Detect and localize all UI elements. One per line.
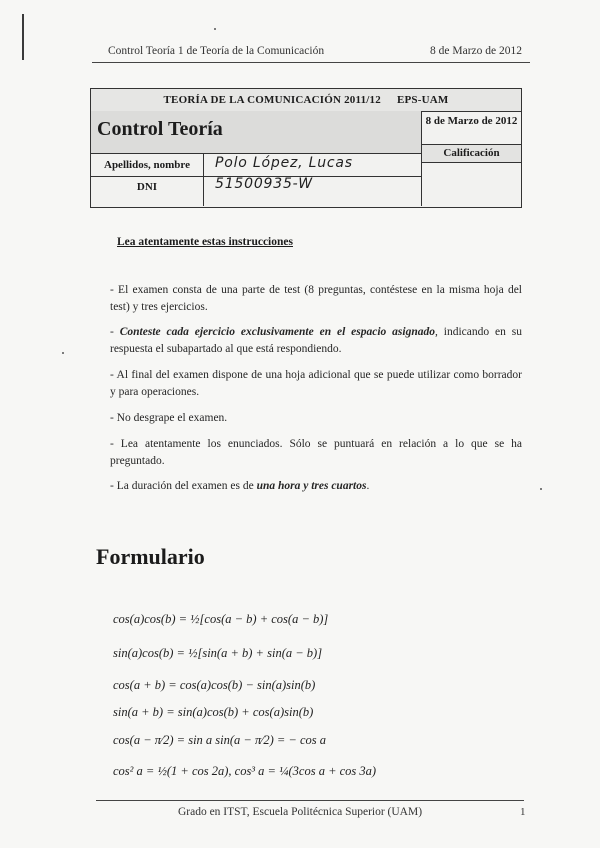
exam-date: 8 de Marzo de 2012	[422, 111, 521, 145]
instruction-2-emphasis: Conteste cada ejercicio exclusivamente en el espacio asignado	[119, 326, 436, 338]
page-number: 1	[520, 806, 526, 818]
dni-row	[91, 177, 422, 206]
course-bar	[91, 89, 521, 112]
school-name: EPS-UAM	[396, 94, 449, 106]
instruction-6-prefix: - La duración del examen es de	[110, 480, 257, 492]
scan-artifact-line	[22, 14, 24, 60]
scan-speck	[62, 352, 64, 354]
course-name: TEORÍA DE LA COMUNICACIÓN 2011/12	[163, 94, 381, 106]
exam-name-cell	[91, 111, 422, 154]
name-value: Polo López, Lucas	[215, 155, 353, 171]
formula-1: cos(a)cos(b) = ½[cos(a − b) + cos(a − b)]	[113, 612, 329, 626]
running-header	[108, 45, 522, 57]
instruction-6-emphasis: una hora y tres cuartos	[256, 480, 367, 492]
instruction-6-suffix: .	[366, 480, 370, 492]
formula-2: sin(a)cos(b) = ½[sin(a + b) + sin(a − b)]	[113, 646, 323, 660]
name-row	[91, 154, 422, 177]
formula-6: cos² a = ½(1 + cos 2a), cos³ a = ¼(3cos a + cos 3a)	[113, 764, 377, 778]
name-label: Apellidos, nombre	[91, 154, 204, 176]
header-date: 8 de Marzo de 2012	[430, 45, 522, 57]
instruction-3: - Al final del examen dispone de una hoja adicional que se puede utilizar como borrador y para operaciones.	[110, 369, 522, 398]
instruction-2-prefix: -	[110, 326, 120, 338]
dni-value: 51500935-W	[215, 176, 313, 192]
instruction-6	[110, 478, 522, 495]
instruction-4: - No desgrape el examen.	[110, 412, 228, 424]
instruction-2	[110, 324, 522, 358]
grade-label: Calificación	[422, 145, 521, 163]
scan-speck	[214, 28, 216, 30]
formula-3: cos(a + b) = cos(a)cos(b) − sin(a)sin(b)	[113, 678, 316, 692]
formula-5: cos(a − π⁄2) = sin a sin(a − π⁄2) = − cos a	[113, 733, 327, 747]
header-title: Control Teoría 1 de Teoría de la Comunicación	[108, 45, 325, 57]
instructions-title: Lea atentamente estas instrucciones	[117, 236, 293, 248]
instruction-5: - Lea atentamente los enunciados. Sólo se puntuará en relación a lo que se ha preguntado.	[110, 438, 522, 467]
footer-text: Grado en ITST, Escuela Politécnica Superior (UAM)	[177, 806, 423, 818]
instruction-2-rest: , indicando en su respuesta el subapartado al que está respondiendo.	[110, 326, 522, 355]
dni-label: DNI	[91, 177, 204, 206]
formula-4: sin(a + b) = sin(a)cos(b) + cos(a)sin(b)	[113, 705, 314, 719]
exam-name: Control Teoría	[97, 118, 223, 140]
footer-rule	[96, 800, 524, 801]
formulario-title: Formulario	[96, 544, 205, 569]
header-rule	[92, 62, 530, 63]
exam-title-block	[90, 88, 522, 208]
scan-speck	[540, 488, 542, 490]
instruction-1: - El examen consta de una parte de test (8 preguntas, contéstese en la misma hoja del test) y tres ejercicios.	[110, 284, 522, 313]
